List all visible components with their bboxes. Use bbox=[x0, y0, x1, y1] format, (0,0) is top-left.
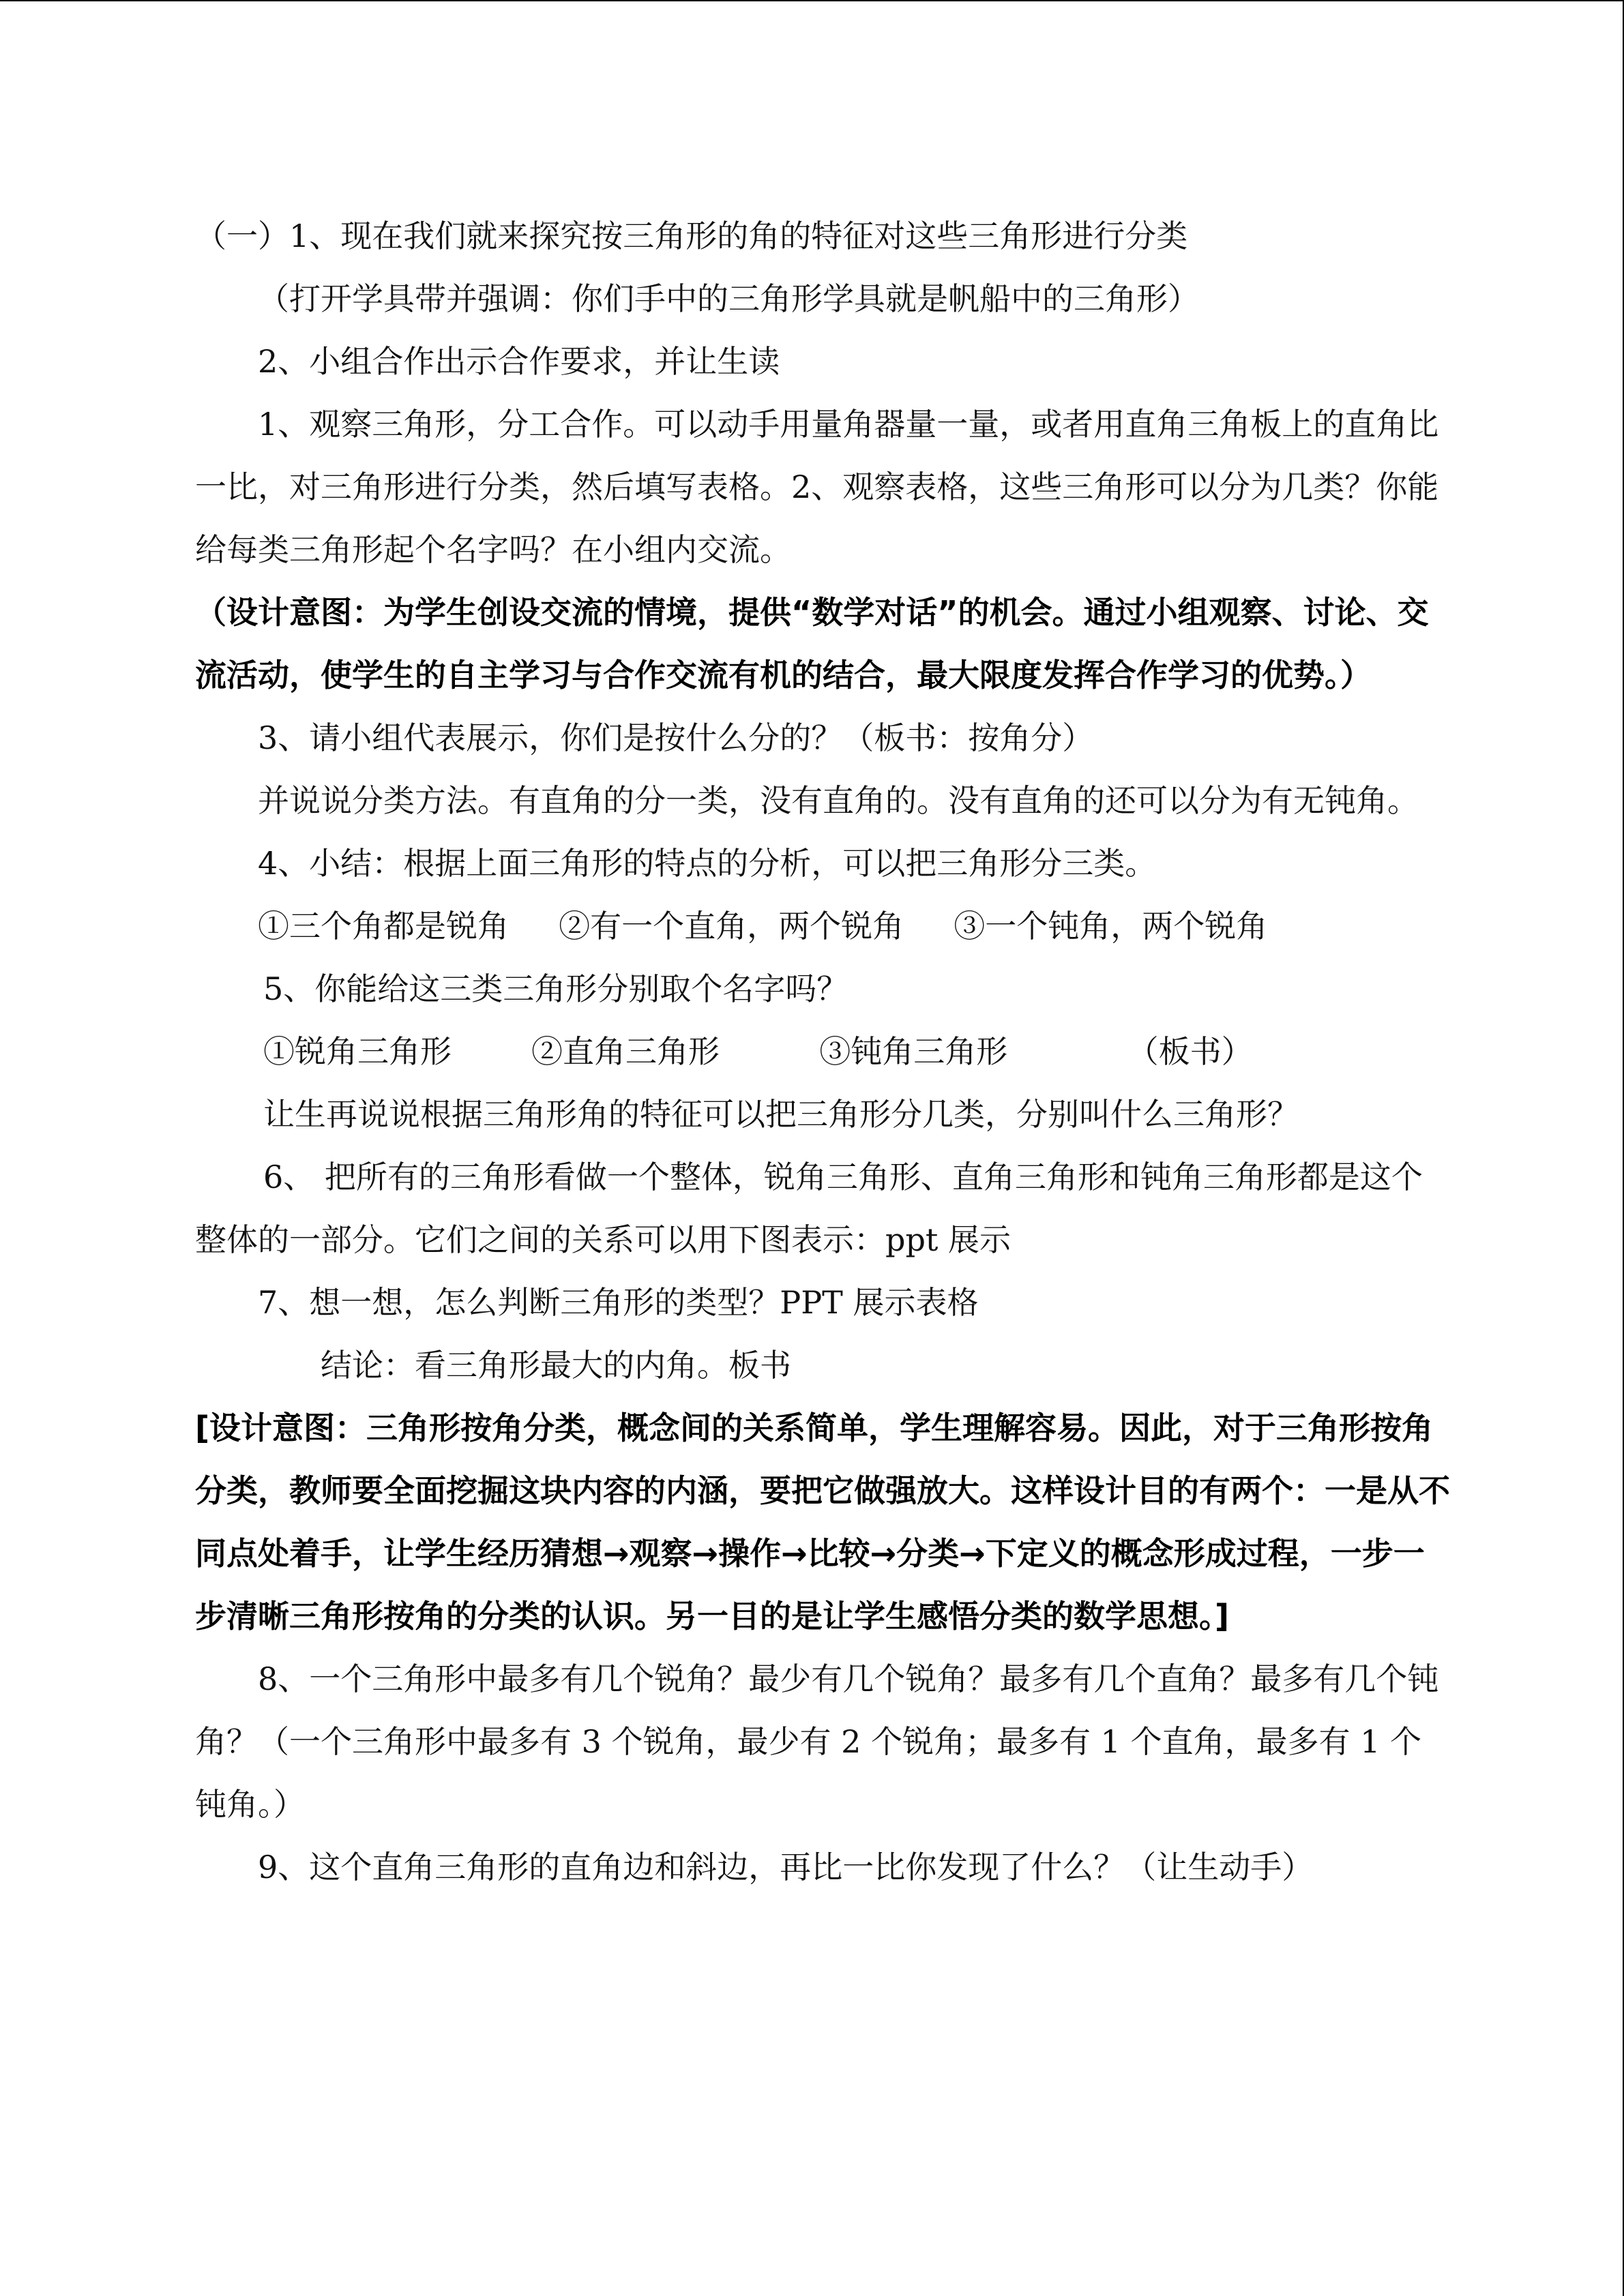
paragraph-retell: 让生再说说根据三角形角的特征可以把三角形分几类，分别叫什么三角形？ bbox=[263, 1096, 1299, 1133]
paragraph-group-work: 2、小组合作出示合作要求，并让生读 bbox=[258, 343, 780, 380]
paragraph-angle-counts: 8、一个三角形中最多有几个锐角？最少有几个锐角？最多有几个直角？最多有几个钝角？（一个三角形中最多有 3 个锐角，最少有 2 个锐角；最多有 1 个直角，最多有 1 个钝角。） bbox=[195, 1660, 1439, 1823]
paragraph-right-triangle-sides: 9、这个直角三角形的直角边和斜边，再比一比你发现了什么？（让生动手） bbox=[258, 1849, 1314, 1885]
paragraph-open-kit: （打开学具带并强调：你们手中的三角形学具就是帆船中的三角形） bbox=[258, 280, 1199, 317]
paragraph-summary: 4、小结：根据上面三角形的特点的分析，可以把三角形分三类。 bbox=[258, 845, 1157, 882]
paragraph-three-types: ①三个角都是锐角 ②有一个直角，两个锐角 ③一个钝角，两个锐角 bbox=[258, 908, 1268, 944]
paragraph-group-present: 3、请小组代表展示，你们是按什么分的？（板书：按角分） bbox=[258, 719, 1094, 756]
paragraph-section-one: （一）1、现在我们就来探究按三角形的角的特征对这些三角形进行分类 bbox=[195, 218, 1188, 254]
design-intent-1: （设计意图：为学生创设交流的情境，提供“数学对话”的机会。通过小组观察、讨论、交流活动，使学生的自主学习与合作交流有机的结合，最大限度发挥合作学习的优势。） bbox=[195, 594, 1429, 694]
paragraph-observe-triangles: 1、观察三角形，分工合作。可以动手用量角器量一量，或者用直角三角板上的直角比一比，对三角形进行分类，然后填写表格。2、观察表格，这些三角形可以分为几类？你能给每类三角形起个名字吗？在小组内交流。 bbox=[195, 406, 1439, 568]
paragraph-type-names: ①锐角三角形 ②直角三角形 ③钝角三角形 （板书） bbox=[263, 1033, 1253, 1070]
design-intent-2: [设计意图：三角形按角分类，概念间的关系简单，学生理解容易。因此，对于三角形按角分类，教师要全面挖掘这块内容的内涵，要把它做强放大。这样设计目的有两个：一是从不同点处着手，让学生经历猜想→观察→操作→比较→分类→下定义的概念形成过程，一步一步清晰三角形按角的分类的认识。另一目的是让学生感悟分类的数学思想。] bbox=[195, 1410, 1450, 1635]
paragraph-name-types: 5、你能给这三类三角形分别取个名字吗？ bbox=[263, 970, 848, 1007]
paragraph-judge-type: 7、想一想，怎么判断三角形的类型？PPT 展示表格 bbox=[258, 1284, 979, 1321]
paragraph-whole-part: 6、 把所有的三角形看做一个整体，锐角三角形、直角三角形和钝角三角形都是这个整体的一部分。它们之间的关系可以用下图表示：ppt 展示 bbox=[195, 1159, 1423, 1258]
paragraph-conclusion: 结论：看三角形最大的内角。板书 bbox=[321, 1347, 791, 1384]
document-body bbox=[195, 205, 1450, 1898]
paragraph-classify-method: 并说说分类方法。有直角的分一类，没有直角的。没有直角的还可以分为有无钝角。 bbox=[258, 782, 1419, 819]
